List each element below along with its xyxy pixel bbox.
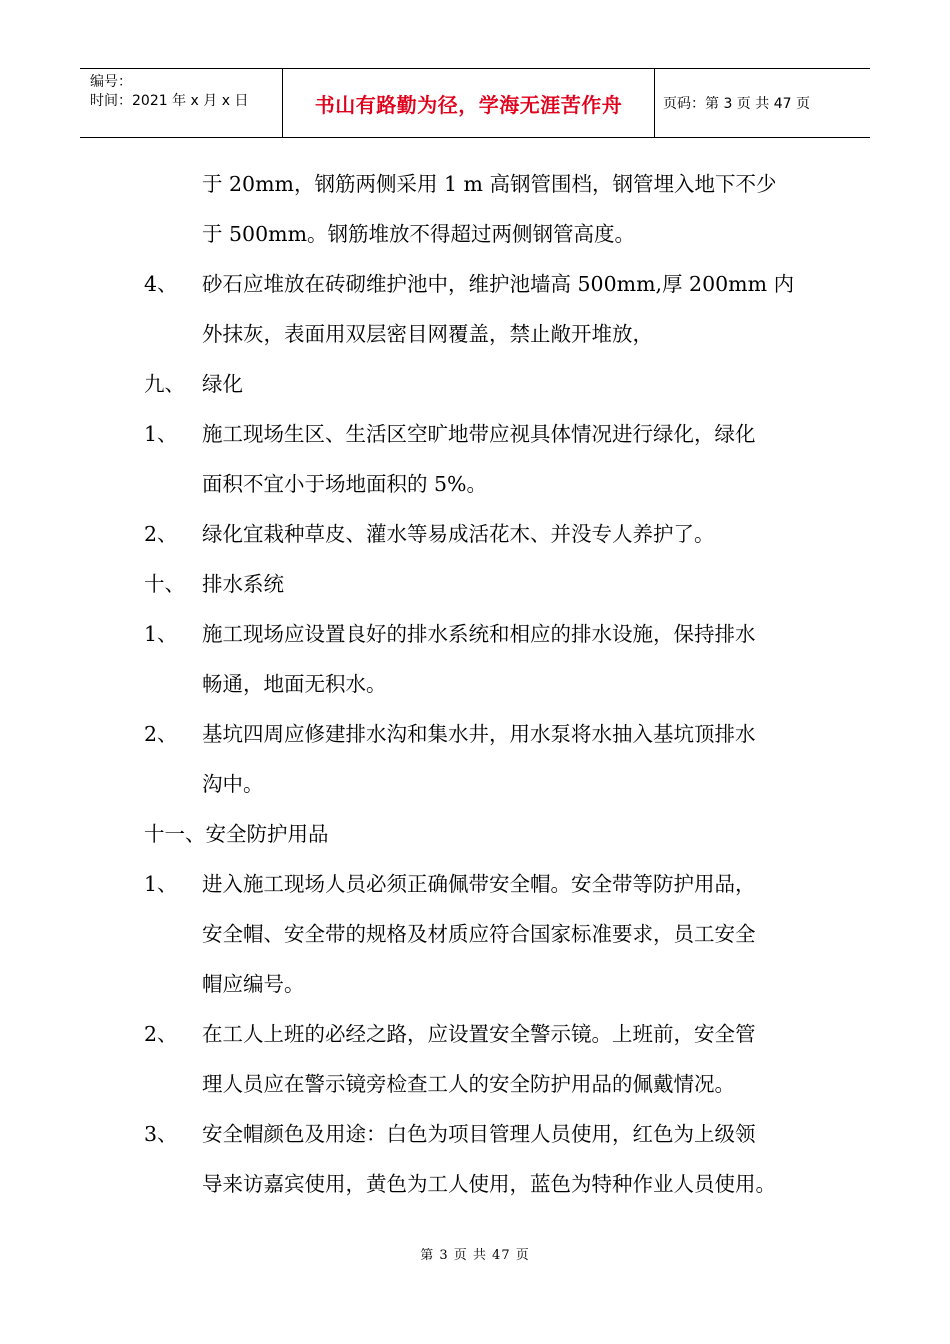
body-line: 安全帽、安全带的规格及材质应符合国家标准要求，员工安全: [202, 922, 756, 946]
section-number: 九、: [144, 372, 185, 396]
body-line: 于 500mm。钢筋堆放不得超过两侧钢管高度。: [202, 222, 636, 246]
body-line: 外抹灰，表面用双层密目网覆盖，禁止敞开堆放，: [202, 322, 653, 346]
item-number: 1、: [144, 872, 178, 896]
item-number: 2、: [144, 1022, 178, 1046]
body-line: 沟中。: [202, 772, 264, 796]
header-meta: [90, 73, 280, 111]
section-heading: 十一、安全防护用品: [144, 822, 329, 846]
section-number: 十、: [144, 572, 185, 596]
header-motto: 书山有路勤为径，学海无涯苦作舟: [314, 92, 623, 117]
code-label: 编号：: [90, 74, 132, 90]
body-line: 绿化宜栽种草皮、灌水等易成活花木、并没专人养护了。: [202, 522, 715, 546]
body-line: 于 20mm，钢筋两侧采用 1 m 高钢管围档，钢管埋入地下不少: [202, 172, 777, 196]
body-line: 畅通，地面无积水。: [202, 672, 387, 696]
item-number: 3、: [144, 1122, 178, 1146]
item-number: 1、: [144, 622, 178, 646]
body-line: 安全帽颜色及用途：白色为项目管理人员使用，红色为上级领: [202, 1122, 756, 1146]
header-page-info: 页码：第 3 页 共 47 页: [663, 96, 810, 112]
body-line: 在工人上班的必经之路，应设置安全警示镜。上班前，安全管: [202, 1022, 756, 1046]
item-number: 4、: [144, 272, 178, 296]
item-number: 2、: [144, 522, 178, 546]
body-line: 理人员应在警示镜旁检查工人的安全防护用品的佩戴情况。: [202, 1072, 735, 1096]
body-line: 帽应编号。: [202, 972, 305, 996]
body-line: 施工现场生区、生活区空旷地带应视具体情况进行绿化，绿化: [202, 422, 756, 446]
body-line: 砂石应堆放在砖砌维护池中，维护池墙高 500mm,厚 200mm 内: [202, 272, 795, 296]
section-heading: 绿化: [202, 372, 243, 396]
body-line: 导来访嘉宾使用，黄色为工人使用，蓝色为特种作业人员使用。: [202, 1172, 776, 1196]
item-number: 2、: [144, 722, 178, 746]
page-header: [80, 68, 870, 138]
time-label: 时间：2021 年 x 月 x 日: [90, 93, 249, 109]
body-line: 基坑四周应修建排水沟和集水井，用水泵将水抽入基坑顶排水: [202, 722, 756, 746]
body-line: 施工现场应设置良好的排水系统和相应的排水设施，保持排水: [202, 622, 756, 646]
body-line: 面积不宜小于场地面积的 5%。: [202, 472, 488, 496]
section-heading: 排水系统: [202, 572, 284, 596]
header-divider: [654, 69, 655, 137]
item-number: 1、: [144, 422, 178, 446]
page-footer: 第 3 页 共 47 页: [420, 1248, 530, 1263]
body-line: 进入施工现场人员必须正确佩带安全帽。安全带等防护用品，: [202, 872, 756, 896]
